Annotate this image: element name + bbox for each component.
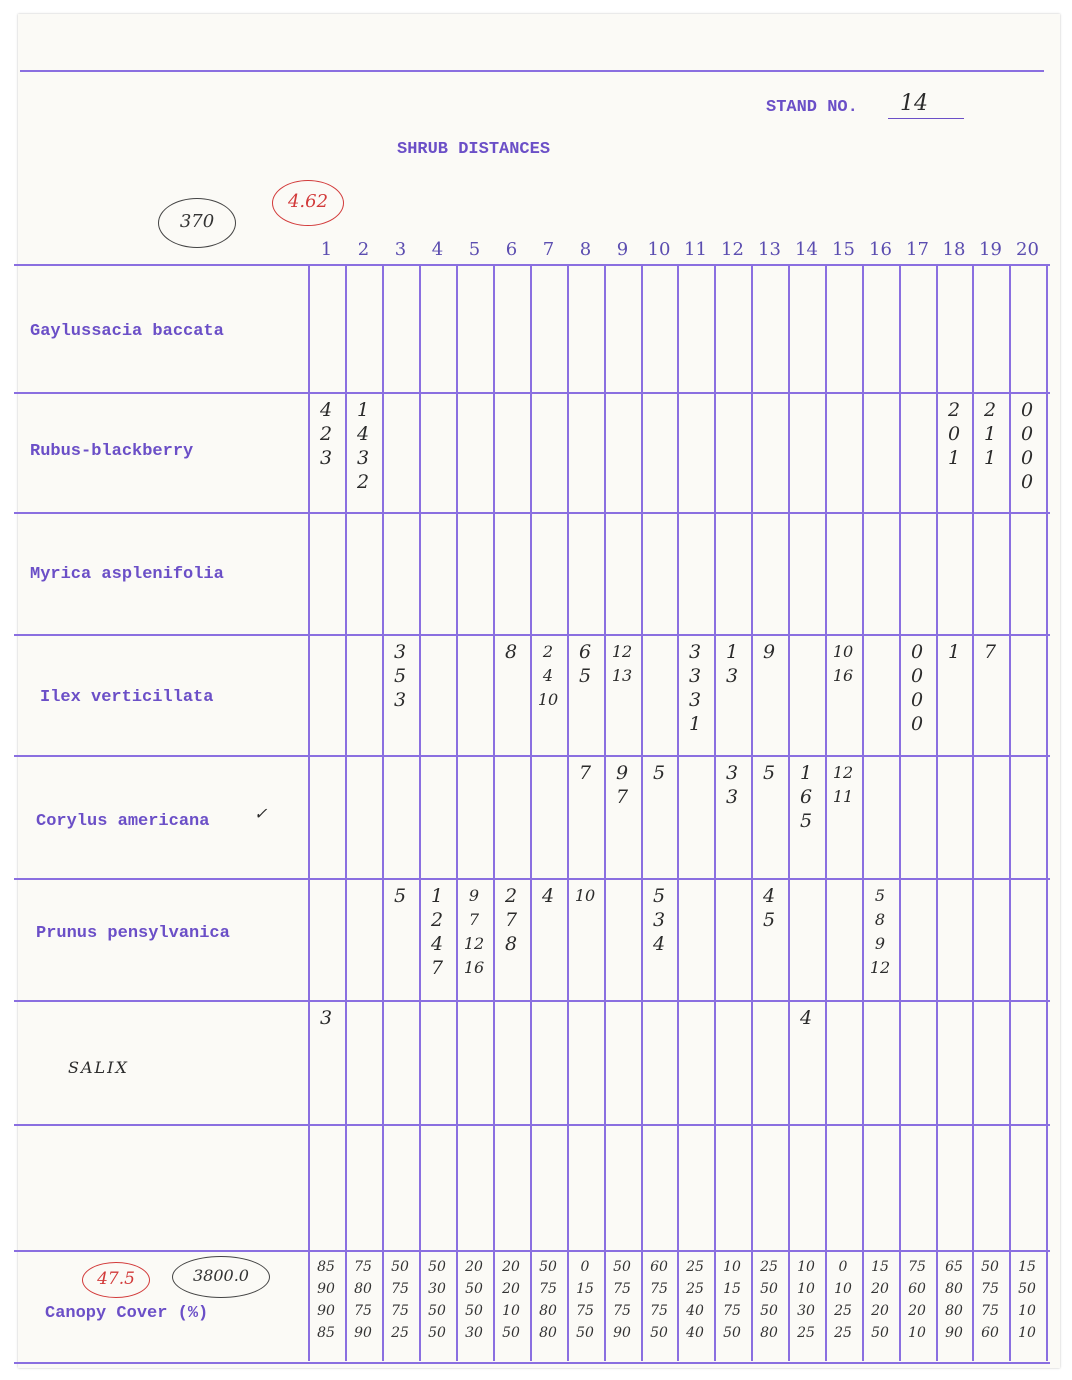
distance-entry: 3 3 (725, 762, 739, 808)
column-number: 4 (431, 239, 444, 260)
canopy-entry: 20 50 50 30 (465, 1259, 483, 1341)
top-rule (20, 70, 1044, 72)
row-rule (14, 264, 1050, 266)
column-number: 11 (684, 239, 707, 260)
distance-entry: 0 0 0 0 (1020, 399, 1034, 493)
column-rule (899, 264, 901, 1361)
distance-entry: 12 11 (832, 763, 854, 806)
column-number: 5 (468, 239, 481, 260)
distance-entry: 1 2 4 7 (430, 885, 444, 979)
row-rule (14, 1250, 1050, 1252)
column-rule (751, 264, 753, 1361)
distance-entry: 9 (762, 641, 776, 663)
species-label: Gaylussacia baccata (30, 322, 224, 341)
stand-number: 14 (900, 91, 928, 116)
canopy-entry: 0 10 25 25 (834, 1259, 852, 1341)
column-rule (1046, 264, 1048, 1361)
column-number: 3 (394, 239, 407, 260)
canopy-entry: 50 75 75 60 (981, 1259, 999, 1341)
canopy-entry: 0 15 75 50 (576, 1259, 594, 1341)
species-label: Corylus americana (36, 812, 210, 831)
distance-entry: 2 0 1 (947, 399, 961, 469)
column-number: 6 (505, 239, 518, 260)
distance-entry: 1 6 5 (799, 762, 813, 832)
column-rule (825, 264, 827, 1361)
column-number: 15 (832, 239, 855, 260)
distance-entry: 8 (504, 641, 518, 663)
distance-entry: 3 5 3 (393, 641, 407, 711)
distance-entry: 4 (541, 885, 555, 907)
column-number: 2 (357, 239, 370, 260)
column-number: 12 (721, 239, 744, 260)
column-number: 13 (758, 239, 781, 260)
row-rule (14, 755, 1050, 757)
column-rule (714, 264, 716, 1361)
distance-entry: 10 (574, 886, 596, 905)
distance-entry: 1 3 (725, 641, 739, 687)
distance-entry: 9 7 12 16 (463, 886, 485, 977)
distance-entry: 7 (578, 762, 592, 784)
column-number: 14 (795, 239, 818, 260)
distance-entry: 4 (799, 1007, 813, 1029)
canopy-entry: 75 80 75 90 (354, 1259, 372, 1341)
check-mark-icon: ✓ (254, 804, 268, 823)
canopy-entry: 65 80 80 90 (945, 1259, 963, 1341)
row-rule (14, 878, 1050, 880)
column-rule (493, 264, 495, 1361)
distance-entry: 2 1 1 (983, 399, 997, 469)
distance-entry: 9 7 (615, 762, 629, 808)
distance-entry: 0 0 0 0 (910, 641, 924, 735)
canopy-entry: 25 25 40 40 (686, 1259, 704, 1341)
canopy-entry: 15 50 10 10 (1018, 1259, 1036, 1341)
note-circle-black: 370 (158, 198, 236, 248)
distance-entry: 5 3 4 (652, 885, 666, 955)
canopy-note-black: 3800.0 (172, 1256, 270, 1298)
distance-entry: 10 16 (832, 642, 854, 685)
column-number: 10 (647, 239, 671, 260)
column-number: 18 (942, 239, 966, 260)
distance-entry: 5 (652, 762, 666, 784)
distance-entry: 6 5 (578, 641, 592, 687)
column-rule (862, 264, 864, 1361)
stand-underline (888, 118, 964, 119)
row-rule (14, 512, 1050, 514)
distance-entry: 1 (947, 641, 961, 663)
column-number: 16 (869, 239, 892, 260)
distance-entry: 2 7 8 (504, 885, 518, 955)
row-rule (14, 1362, 1050, 1364)
distance-entry: 5 (762, 762, 776, 784)
column-rule (382, 264, 384, 1361)
distance-entry: 4 2 3 (319, 399, 333, 469)
column-number: 9 (616, 239, 629, 260)
column-rule (567, 264, 569, 1361)
column-rule (419, 264, 421, 1361)
species-label: SALIX (68, 1058, 129, 1077)
sheet-title: SHRUB DISTANCES (397, 140, 551, 159)
column-rule (456, 264, 458, 1361)
distance-entry: 5 (393, 885, 407, 907)
column-rule (677, 264, 679, 1361)
note-circle-red: 4.62 (272, 180, 344, 226)
column-rule (641, 264, 643, 1361)
row-rule (14, 392, 1050, 394)
canopy-entry: 85 90 90 85 (317, 1259, 335, 1341)
distance-entry: 7 (983, 641, 997, 663)
canopy-entry: 50 30 50 50 (428, 1259, 446, 1341)
species-label: Myrica asplenifolia (30, 565, 224, 584)
column-number: 19 (979, 239, 1002, 260)
column-rule (530, 264, 532, 1361)
species-label: Rubus-blackberry (30, 442, 194, 461)
distance-entry: 4 5 (762, 885, 776, 931)
row-rule (14, 1124, 1050, 1126)
canopy-entry: 50 75 75 25 (391, 1259, 409, 1341)
canopy-entry: 75 60 20 10 (908, 1259, 926, 1341)
distance-entry: 12 13 (611, 642, 633, 685)
column-number: 1 (320, 239, 333, 260)
column-number: 7 (542, 239, 555, 260)
canopy-entry: 50 75 80 80 (539, 1259, 557, 1341)
distance-entry: 1 4 3 2 (356, 399, 370, 493)
canopy-entry: 60 75 75 50 (650, 1259, 668, 1341)
canopy-entry: 10 15 75 50 (723, 1259, 741, 1341)
row-rule (14, 1000, 1050, 1002)
canopy-label: Canopy Cover (%) (45, 1304, 209, 1323)
species-label: Prunus pensylvanica (36, 924, 230, 943)
column-number: 20 (1016, 239, 1039, 260)
column-number: 17 (906, 239, 929, 260)
species-label: Ilex verticillata (40, 688, 214, 707)
canopy-entry: 25 50 50 80 (760, 1259, 778, 1341)
canopy-entry: 15 20 20 50 (871, 1259, 889, 1341)
canopy-entry: 50 75 75 90 (613, 1259, 631, 1341)
column-rule (604, 264, 606, 1361)
distance-entry: 2 4 10 (537, 642, 559, 709)
distance-entry: 5 8 9 12 (869, 886, 891, 977)
canopy-entry: 20 20 10 50 (502, 1259, 520, 1341)
canopy-note-red: 47.5 (82, 1262, 150, 1298)
column-number: 8 (579, 239, 592, 260)
canopy-entry: 10 10 30 25 (797, 1259, 815, 1341)
distance-entry: 3 (319, 1007, 333, 1029)
distance-entry: 3 3 3 1 (688, 641, 702, 735)
row-rule (14, 634, 1050, 636)
stand-label: STAND NO. (766, 98, 858, 117)
